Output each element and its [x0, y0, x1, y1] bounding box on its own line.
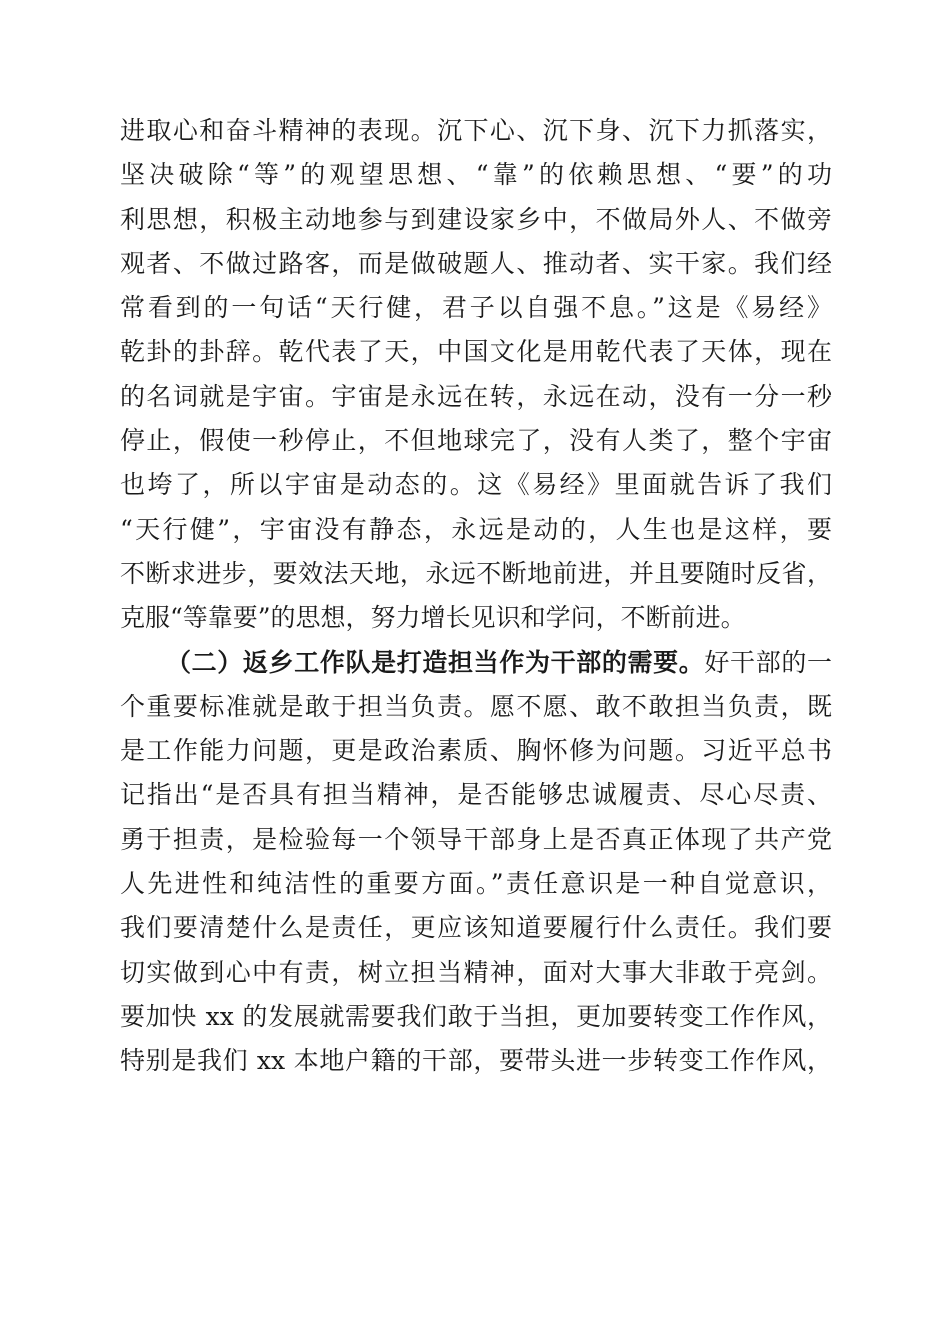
- text-line: 克服“等靠要”的思想，努力增长见识和学问，不断前进。: [120, 603, 746, 633]
- text-line: 常看到的一句话“天行健，君子以自强不息。”这是《易经》: [120, 293, 832, 323]
- text-line: 记指出“是否具有担当精神，是否能够忠诚履责、尽心尽责、: [120, 780, 832, 810]
- text-line: 也垮了，所以宇宙是动态的。这《易经》里面就告诉了我们: [120, 470, 832, 500]
- text-line: 乾卦的卦辞。乾代表了天，中国文化是用乾代表了天体，现在: [120, 337, 832, 367]
- body-text: [120, 109, 832, 1084]
- heading-line-rest: 好干部的一: [704, 647, 832, 677]
- text-line: 要加快 xx 的发展就需要我们敢于当担，更加要转变工作作风，: [120, 1001, 832, 1031]
- text-line: 个重要标准就是敢于担当负责。愿不愿、敢不敢担当负责，既: [120, 691, 832, 721]
- text-line: 我们要清楚什么是责任，更应该知道要履行什么责任。我们要: [120, 913, 832, 943]
- text-line: 坚决破除“等”的观望思想、“靠”的依赖思想、“要”的功: [120, 160, 832, 190]
- section-heading: （二）返乡工作队是打造担当作为干部的需要。: [166, 647, 705, 677]
- text-line: 观者、不做过路客，而是做破题人、推动者、实干家。我们经: [120, 248, 832, 278]
- text-line: 是工作能力问题，更是政治素质、胸怀修为问题。习近平总书: [120, 736, 832, 766]
- text-line: 进取心和奋斗精神的表现。沉下心、沉下身、沉下力抓落实，: [120, 116, 832, 145]
- text-line: 的名词就是宇宙。宇宙是永远在转，永远在动，没有一分一秒: [120, 381, 832, 411]
- text-line: 不断求进步，要效法天地，永远不断地前进，并且要随时反省，: [120, 558, 832, 588]
- text-line: 勇于担责，是检验每一个领导干部身上是否真正体现了共产党: [120, 824, 832, 854]
- paragraph-heading-line: [120, 641, 832, 685]
- text-line: 停止，假使一秒停止，不但地球完了，没有人类了，整个宇宙: [120, 426, 832, 456]
- text-line: 人先进性和纯洁性的重要方面。”责任意识是一种自觉意识，: [120, 869, 832, 899]
- text-line: 利思想，积极主动地参与到建设家乡中，不做局外人、不做旁: [120, 204, 832, 234]
- text-line: “天行健”，宇宙没有静态，永远是动的，人生也是这样，要: [120, 514, 832, 544]
- text-line: 切实做到心中有责，树立担当精神，面对大事大非敢于亮剑。: [120, 957, 832, 987]
- text-line: 特别是我们 xx 本地户籍的干部，要带头进一步转变工作作风，: [120, 1046, 832, 1076]
